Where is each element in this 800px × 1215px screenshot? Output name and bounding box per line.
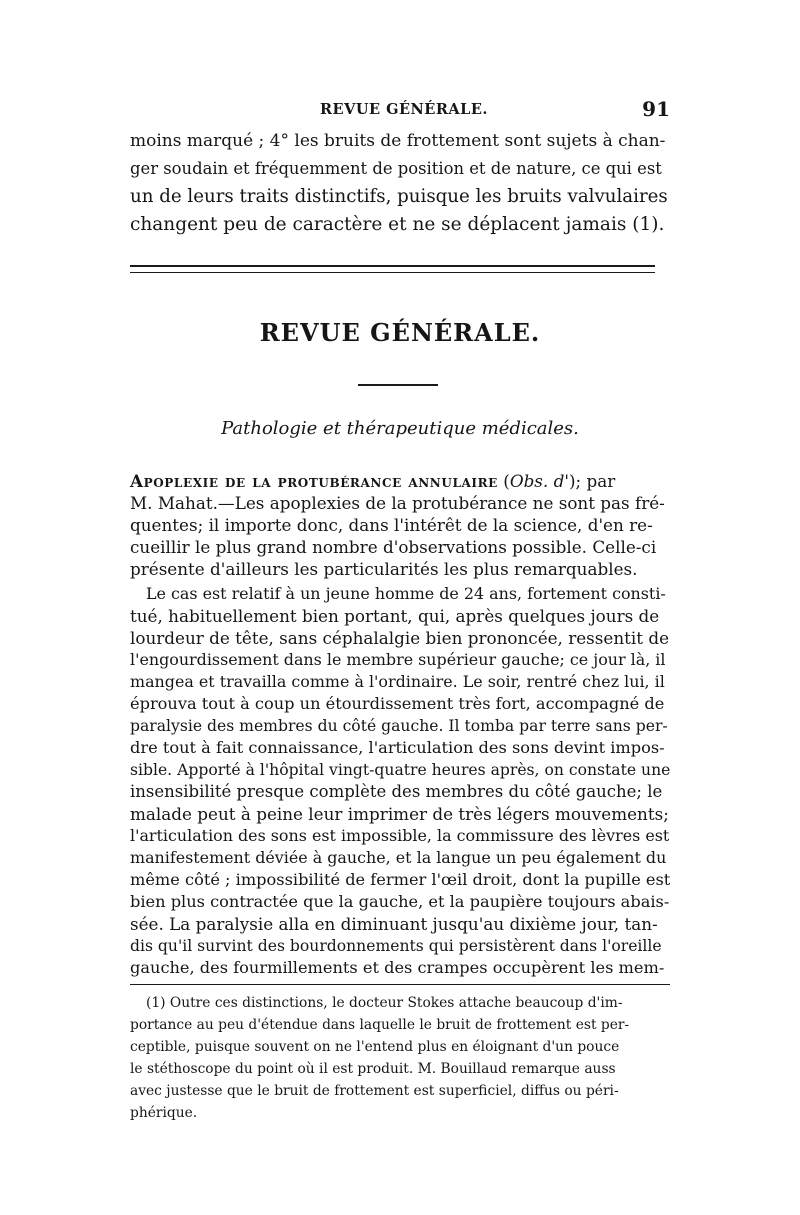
body-line: dis qu'il survint des bourdonnements qui persistèrent dans l'oreille [130,937,662,955]
title-ornament-rule [358,384,438,386]
body-line: même côté ; impossibilité de fermer l'œil droit, dont la pupille est [130,870,671,889]
section-subtitle: Pathologie et thérapeutique médicales. [221,418,579,439]
body-line: paralysie des membres du côté gauche. Il tomba par terre sans per- [130,717,668,735]
footnote-line: avec justesse que le bruit de frottement est superficiel, diffus ou péri- [130,1083,619,1099]
intro-line: moins marqué ; 4° les bruits de frottement sont sujets à chan- [130,131,666,151]
section-divider [130,265,655,273]
body-line: dre tout à fait connaissance, l'articulation des sons devint impos- [130,738,665,757]
body-line: l'articulation des sons est impossible, la commissure des lèvres est [130,826,670,845]
footnote-line: (1) Outre ces distinctions, le docteur Stokes attache beaucoup d'im- [146,995,623,1011]
intro-line: changent peu de caractère et ne se déplacent jamais (1). [130,214,665,235]
footnote-line: portance au peu d'étendue dans laquelle le bruit de frottement est per- [130,1017,630,1033]
footnote-separator [130,984,670,985]
intro-line: ger soudain et fréquemment de position et de nature, ce qui est [130,159,662,178]
running-title: REVUE GÉNÉRALE. [320,101,488,118]
footnote-line: le stéthoscope du point où il est produit. M. Bouillaud remarque auss [130,1061,616,1077]
body-line: gauche, des fourmillements et des crampes occupèrent les mem- [130,958,665,977]
body-line: quentes; il importe donc, dans l'intérêt de la science, d'en re- [130,515,653,535]
footnote-line: phérique. [130,1105,198,1121]
body-line: malade peut à peine leur imprimer de très légers mouvements; [130,804,669,824]
body-line: tué, habituellement bien portant, qui, après quelques jours de [130,606,660,626]
body-line: l'engourdissement dans le membre supérieur gauche; ce jour là, il [130,650,666,669]
body-line: manifestement déviée à gauche, et la langue un peu également du [130,848,667,867]
section-title: REVUE GÉNÉRALE. [259,318,541,347]
intro-line: un de leurs traits distinctifs, puisque les bruits valvulaires [130,186,668,207]
footnote-line: ceptible, puisque souvent on ne l'entend plus en éloignant d'un pouce [130,1039,620,1055]
body-line: présente d'ailleurs les particularités les plus remarquables. [130,559,638,579]
body-line: mangea et travailla comme à l'ordinaire. Le soir, rentré chez lui, il [130,672,665,691]
body-line: insensibilité presque complète des membres du côté gauche; le [130,782,663,801]
body-line: M. Mahat.—Les apoplexies de la protubérance ne sont pas fré- [130,493,665,513]
article-heading: Apoplexie de la protubérance annulaire [130,471,498,491]
body-line: lourdeur de tête, sans céphalalgie bien prononcée, ressentit de [130,628,670,648]
body-line: éprouva tout à coup un étourdissement très fort, accompagné de [130,694,665,713]
lead-paren-close: ); par [568,471,616,491]
obs-reference: Obs. d' [509,471,569,491]
body-line: sible. Apporté à l'hôpital vingt-quatre heures après, on constate une [130,761,671,779]
body-line: bien plus contractée que la gauche, et la paupière toujours abais- [130,892,670,911]
body-line: Le cas est relatif à un jeune homme de 24 ans, fortement consti- [146,584,666,603]
page-number: 91 [642,97,670,121]
running-header [130,97,670,127]
body-line: cueillir le plus grand nombre d'observations possible. Celle-ci [130,537,657,557]
article-lead-line [130,470,615,492]
lead-paren-open: ( [497,471,510,491]
body-line: sée. La paralysie alla en diminuant jusqu'au dixième jour, tan- [130,914,658,934]
